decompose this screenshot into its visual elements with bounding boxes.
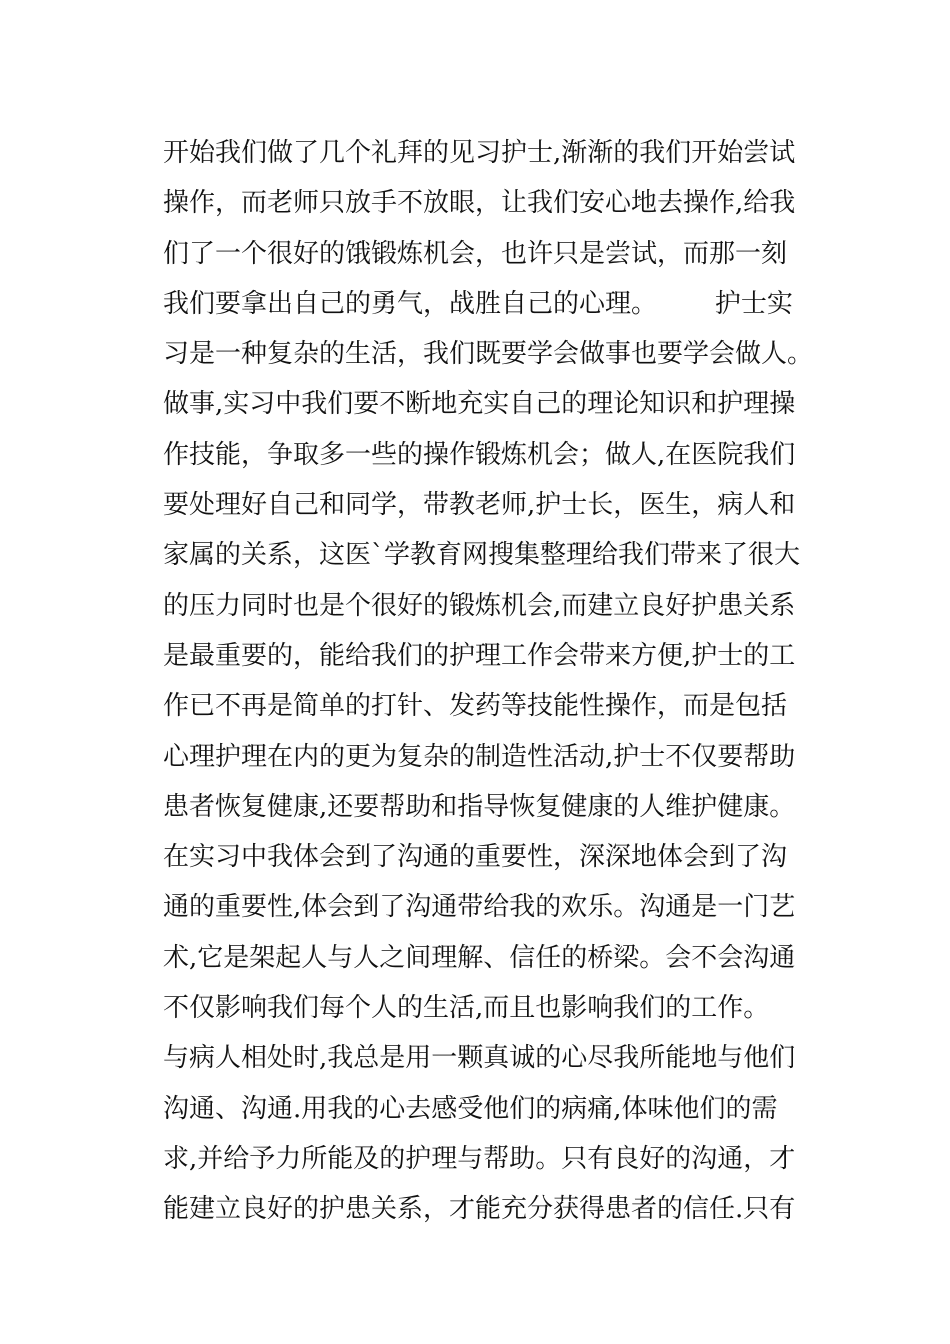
text-line: 术,它是架起人与人之间理解、信任的桥梁。会不会沟通 <box>163 942 796 973</box>
body-text <box>163 128 814 1235</box>
text-line: 我们要拿出自己的勇气，战胜自己的心理。 护士实 <box>163 288 793 319</box>
text-line: 家属的关系，这医`学教育网搜集整理给我们带来了很大 <box>163 540 801 571</box>
text-line: 做事,实习中我们要不断地充实自己的理论知识和护理操 <box>163 389 796 420</box>
text-line: 习是一种复杂的生活，我们既要学会做事也要学会做人。 <box>163 339 814 370</box>
text-line: 们了一个很好的饿锻炼机会，也许只是尝试，而那一刻 <box>163 238 788 269</box>
text-line: 开始我们做了几个礼拜的见习护士,渐渐的我们开始尝试 <box>163 138 796 168</box>
text-line: 在实习中我体会到了沟通的重要性，深深地体会到了沟 <box>163 842 788 873</box>
text-line: 心理护理在内的更为复杂的制造性活动,护士不仅要帮助 <box>163 741 796 772</box>
text-line: 要处理好自己和同学，带教老师,护士长，医生，病人和 <box>163 490 796 521</box>
text-line: 与病人相处时,我总是用一颗真诚的心尽我所能地与他们 <box>163 1043 796 1074</box>
text-line: 能建立良好的护患关系，才能充分获得患者的信任.只有 <box>163 1194 796 1225</box>
text-line: 求,并给予力所能及的护理与帮助。只有良好的沟通，才 <box>163 1143 796 1174</box>
text-line: 是最重要的，能给我们的护理工作会带来方便,护士的工 <box>163 640 796 671</box>
text-line: 操作，而老师只放手不放眼，让我们安心地去操作,给我 <box>163 188 796 219</box>
text-line: 作技能，争取多一些的操作锻炼机会；做人,在医院我们 <box>163 439 796 470</box>
text-line: 不仅影响我们每个人的生活,而且也影响我们的工作。 <box>163 993 770 1024</box>
text-line: 沟通、沟通.用我的心去感受他们的病痛,体味他们的需 <box>163 1093 778 1124</box>
text-line: 作已不再是简单的打针、发药等技能性操作，而是包括 <box>163 691 788 722</box>
text-line: 患者恢复健康,还要帮助和指导恢复健康的人维护健康。 <box>163 791 796 822</box>
text-line: 通的重要性,体会到了沟通带给我的欢乐。沟通是一门艺 <box>163 892 796 923</box>
text-line: 的压力同时也是个很好的锻炼机会,而建立良好护患关系 <box>163 590 796 621</box>
